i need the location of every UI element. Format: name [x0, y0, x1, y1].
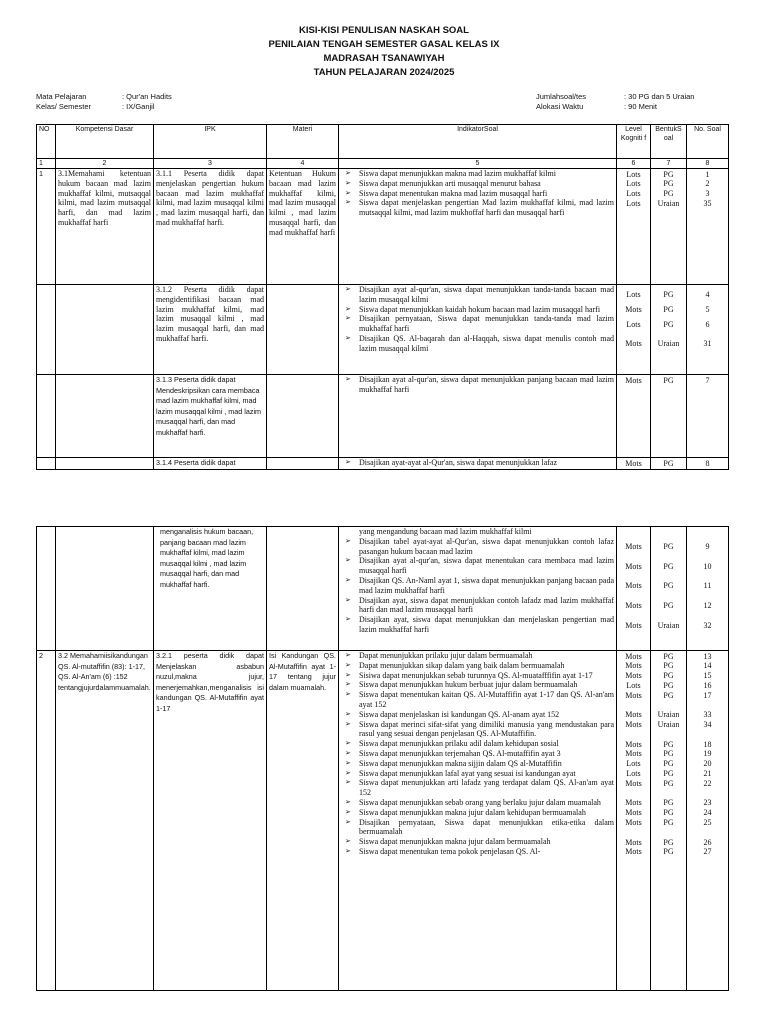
indicator-text: Siswa dapat menunjukkan makna sijjin dalam QS al-Mutaffifin — [359, 758, 562, 768]
ipk-cell: 3.2.1 peserta didik dapat Menjelaskan asbabun nuzul,makna jujur, menerjemahkan,menganalisis isi kandungan QS. Al-Mutaffifin ayat 1-17 — [154, 651, 267, 991]
title-line-2: PENILAIAN TENGAH SEMESTER GASAL KELAS IX — [268, 39, 500, 50]
arrow-bullet-icon: ➢ — [345, 556, 351, 565]
value-item: Mots — [625, 808, 642, 818]
value-item: 6 — [705, 319, 710, 329]
value-item: PG — [663, 671, 674, 681]
indicator-item — [341, 818, 614, 838]
arrow-bullet-icon: ➢ — [345, 615, 351, 624]
level-cell — [617, 375, 651, 458]
arrow-bullet-icon: ➢ — [345, 758, 351, 767]
question-count-label: Jumlahsoal/tes — [536, 92, 587, 101]
arrow-bullet-icon: ➢ — [345, 188, 351, 197]
value-item: 26 — [703, 837, 712, 847]
indicator-text: Siswa dapat menentukan tema pokok penjelasan QS. Al- — [359, 846, 541, 856]
grid-table-page-1 — [36, 124, 729, 470]
ipk-cell: 3.1.3 Peserta didik dapat Mendeskripsikan cara membaca mad lazim mukhaffaf kilmi, mad lazim musaqqal kilmi , mad lazim musaqqal harfi, dan mad mukhaffaf harfi. — [154, 375, 267, 458]
value-item: Mots — [625, 818, 642, 828]
indicator-item — [341, 375, 614, 395]
arrow-bullet-icon: ➢ — [345, 458, 351, 466]
time-value: : 90 Menit — [624, 102, 657, 111]
value-item: 5 — [705, 305, 710, 315]
col-num: 7 — [651, 159, 687, 169]
value-item: Mots — [625, 778, 642, 788]
indicator-item — [341, 314, 614, 334]
indicator-item — [341, 169, 614, 179]
value-item: 20 — [703, 759, 712, 769]
indicator-item — [341, 556, 614, 576]
indicator-text: Dapat menunjukkan prilaku jujur dalam bermuamalah — [359, 651, 533, 660]
header-ipk: IPK — [154, 125, 267, 159]
indikator-cell — [339, 375, 617, 458]
value-item: 15 — [703, 671, 712, 681]
materi-cell: Ketentuan Hukum bacaan mad lazim mukhaffaf kilmi, mad lazim musaqqal kilmi , mad lazim musaqqal harfi, dan mad mukhaffaf harfi — [267, 169, 339, 285]
value-item: 17 — [703, 690, 712, 700]
level-cell — [617, 651, 651, 991]
value-item: Mots — [625, 671, 642, 681]
indicator-item — [341, 690, 614, 710]
arrow-bullet-icon: ➢ — [345, 333, 351, 342]
indicator-item — [341, 759, 614, 769]
value-item: Mots — [625, 720, 642, 730]
value-item: Lots — [626, 189, 641, 199]
header-kd: Kompetensi Dasar — [56, 125, 154, 159]
indicator-text: Siswa dapat menjelaskan isi kandungan QS. Al-anam ayat 152 — [359, 709, 560, 719]
bentuk-cell — [651, 527, 687, 651]
indicator-item — [341, 285, 614, 305]
indicator-text: Disajikan tabel ayat-ayat al-Qur'an, siswa dapat menunjukkan contoh lafaz pasangan hukum bacaan mad lazim — [359, 536, 614, 556]
arrow-bullet-icon: ➢ — [345, 536, 351, 545]
indicator-item — [341, 189, 614, 199]
bentuk-cell — [651, 458, 687, 470]
indicator-text: Siswa dapat menunjukkan hukum berbuat jujur dalam bermuamalah — [359, 680, 578, 690]
value-item: Mots — [625, 305, 642, 315]
level-cell — [617, 458, 651, 470]
value-item: Lots — [626, 759, 641, 769]
indikator-continuation: yang mengandung bacaan mad lazim mukhaffaf kilmi — [359, 527, 532, 536]
indicator-text: Disajikan QS. An-Naml ayat 1, siswa dapat menunjukkan panjang bacaan pada mad lazim mukhaffaf harfi — [359, 575, 614, 595]
value-item: PG — [663, 179, 674, 189]
value-item: PG — [663, 581, 674, 591]
indicator-text: Siswa dapat menentukan makna mad lazim musaqqal harfi — [359, 188, 548, 198]
value-item: Mots — [625, 837, 642, 847]
indicator-item — [341, 179, 614, 189]
value-item: PG — [663, 290, 674, 300]
class-value: : IX/Ganjil — [122, 102, 155, 111]
value-item: 23 — [703, 798, 712, 808]
arrow-bullet-icon: ➢ — [345, 314, 351, 323]
value-item: 3 — [705, 189, 710, 199]
value-item: Mots — [625, 690, 642, 700]
indicator-text: Siswa dapat menunjukkan makna jujur dalam bermuamalah — [359, 837, 551, 847]
value-item: Mots — [625, 749, 642, 759]
header-no: NO — [37, 125, 56, 159]
arrow-bullet-icon: ➢ — [345, 748, 351, 757]
value-item: Uraian — [657, 720, 680, 730]
arrow-bullet-icon: ➢ — [345, 285, 351, 293]
arrow-bullet-icon: ➢ — [345, 837, 351, 846]
arrow-bullet-icon: ➢ — [345, 575, 351, 584]
indicator-item — [341, 808, 614, 818]
header-level: Level Kogniti f — [617, 125, 651, 159]
value-item: Lots — [626, 769, 641, 779]
value-item: 4 — [705, 290, 710, 300]
ipk-cell: 3.1.1 Peserta didik dapat menjelaskan pengertian hukum bacaan mad lazim mukhaffaf kilmi, mad lazim musaqqal kilmi , mad lazim musaqqal harfi, dan mad mukhaffaf harfi. — [154, 169, 267, 285]
arrow-bullet-icon: ➢ — [345, 807, 351, 816]
nomor-cell — [687, 458, 729, 470]
value-item: 8 — [705, 458, 710, 468]
value-item: PG — [663, 749, 674, 759]
value-item: PG — [663, 542, 674, 552]
col-num: 1 — [37, 159, 56, 169]
value-item: Lots — [626, 179, 641, 189]
value-item: 21 — [703, 769, 712, 779]
bentuk-cell — [651, 651, 687, 991]
value-item: Lots — [626, 169, 641, 179]
indicator-item — [341, 778, 614, 798]
arrow-bullet-icon: ➢ — [345, 595, 351, 604]
class-label: Kelas/ Semester — [36, 102, 92, 111]
arrow-bullet-icon: ➢ — [345, 651, 351, 659]
bentuk-cell — [651, 285, 687, 375]
ipk-cell: 3.1.4 Peserta didik dapat — [154, 458, 267, 470]
arrow-bullet-icon: ➢ — [345, 797, 351, 806]
value-item: PG — [663, 169, 674, 179]
value-item: Mots — [625, 458, 642, 468]
ipk-cell: 3.1.2 Peserta didik dapat mengidentifikasi bacaan mad lazim mukhaffaf kilmi, mad lazim musaqqal kilmi , mad lazim musaqqal harfi, dan mad mukhaffaf harfi. — [154, 285, 267, 375]
column-number-row — [37, 159, 729, 169]
header-bentuk: BentukS oal — [651, 125, 687, 159]
table-row — [37, 375, 729, 458]
row-no: 2 — [37, 651, 56, 991]
arrow-bullet-icon: ➢ — [345, 739, 351, 748]
table-row — [37, 169, 729, 285]
value-item: 34 — [703, 720, 712, 730]
arrow-bullet-icon: ➢ — [345, 375, 351, 383]
indicator-text: Siswa dapat menunjukkan makna mad lazim mukhaffaf kilmi — [359, 169, 556, 178]
indikator-cell — [339, 458, 617, 470]
value-item: 9 — [705, 542, 710, 552]
level-cell — [617, 169, 651, 285]
indicator-text: Disajikan ayat al-qur'an, siswa dapat menunjukkan tanda-tanda bacaan mad lazim musaqqal kilmi — [359, 285, 614, 304]
indicator-item — [341, 576, 614, 596]
value-item: Mots — [625, 620, 642, 630]
indicator-text: Siswa dapat menunjukkan lafal ayat yang sesuai isi kandungan ayat — [359, 768, 576, 778]
arrow-bullet-icon: ➢ — [345, 690, 351, 699]
indicator-text: Siswa dapat menunjukkan arti musaqqal menurut bahasa — [359, 178, 541, 188]
value-item: Mots — [625, 661, 642, 671]
indicator-item — [341, 661, 614, 671]
arrow-bullet-icon: ➢ — [345, 198, 351, 207]
indicator-item — [341, 305, 614, 315]
time-label: Alokasi Waktu — [536, 102, 584, 111]
value-item: Mots — [625, 339, 642, 349]
value-item: 13 — [703, 651, 712, 661]
arrow-bullet-icon: ➢ — [345, 169, 351, 177]
value-item: Uraian — [657, 620, 680, 630]
value-item: Lots — [626, 319, 641, 329]
ipk-cell: menganalisis hukum bacaan, panjang bacaan mad lazim mukhaffaf kilmi, mad lazim musaqqal kilmi , mad lazim musaqqal harfi, dan mad mukhaffaf harfi. — [154, 527, 267, 651]
value-item: Mots — [625, 651, 642, 661]
value-item: Mots — [625, 581, 642, 591]
indicator-item — [341, 458, 614, 468]
value-item: 31 — [703, 339, 712, 349]
nomor-cell — [687, 527, 729, 651]
value-item: PG — [663, 798, 674, 808]
arrow-bullet-icon: ➢ — [345, 178, 351, 187]
indicator-item — [341, 596, 614, 616]
col-num: 6 — [617, 159, 651, 169]
value-item: 27 — [703, 847, 712, 857]
value-item: Uraian — [657, 710, 680, 720]
table-row — [37, 651, 729, 991]
header-nomor: No. Soal — [687, 125, 729, 159]
col-num: 5 — [339, 159, 617, 169]
value-item: Lots — [626, 198, 641, 208]
value-item: 19 — [703, 749, 712, 759]
indicator-item — [341, 749, 614, 759]
level-cell — [617, 527, 651, 651]
nomor-cell — [687, 169, 729, 285]
kd-cell: 3.2 Memahamiisikandungan QS. Al-mutaffifin (83): 1-17, QS. Al-An'am (6) :152 tentangjujurdalammuamalah. — [56, 651, 154, 991]
arrow-bullet-icon: ➢ — [345, 670, 351, 679]
value-item: PG — [663, 808, 674, 818]
value-item: Uraian — [657, 198, 680, 208]
col-num: 4 — [267, 159, 339, 169]
arrow-bullet-icon: ➢ — [345, 778, 351, 787]
value-item: PG — [663, 837, 674, 847]
value-item: PG — [663, 375, 674, 385]
indicator-text: Siswa dapat menjelaskan pengertian Mad lazim mukhaffaf kilmi, mad lazim mutsaqqal kilmi, mad lazim mukhoffaf harfi dan musaqqal harfi — [359, 198, 614, 218]
indicator-item — [341, 847, 614, 857]
bentuk-cell — [651, 375, 687, 458]
indicator-text: Disajikan QS. Al-baqarah dan al-Haqqah, siswa dapat menulis contoh mad lazim musaqqal kilmi — [359, 333, 614, 353]
value-item: 7 — [705, 375, 710, 385]
value-item: Lots — [626, 680, 641, 690]
value-item: Mots — [625, 600, 642, 610]
arrow-bullet-icon: ➢ — [345, 846, 351, 855]
value-item: 24 — [703, 808, 712, 818]
arrow-bullet-icon: ➢ — [345, 817, 351, 826]
value-item: PG — [663, 769, 674, 779]
value-item: 35 — [703, 198, 712, 208]
bentuk-cell — [651, 169, 687, 285]
value-item: 1 — [705, 169, 710, 179]
value-item: 25 — [703, 818, 712, 828]
document-title — [0, 24, 768, 80]
indicator-text: Disajikan ayat al-qur'an, siswa dapat menentukan cara membaca mad lazim musaqqal harfi — [359, 556, 614, 576]
header-materi: Materi — [267, 125, 339, 159]
indicator-item — [341, 720, 614, 740]
value-item: Mots — [625, 739, 642, 749]
header-row — [37, 125, 729, 159]
value-item: Uraian — [657, 339, 680, 349]
col-num: 2 — [56, 159, 154, 169]
indicator-item — [341, 798, 614, 808]
value-item: PG — [663, 680, 674, 690]
indicator-text: Siswa dapat menunjukkan kaidah hokum bacaan mad lazim musaqqal harfi — [359, 304, 601, 314]
value-item: PG — [663, 847, 674, 857]
value-item: Mots — [625, 561, 642, 571]
indicator-text: Siswa dapat menunjukkan arti lafadz yang terdapat dalam QS. Al-an'am ayat 152 — [359, 778, 614, 798]
value-item: Mots — [625, 847, 642, 857]
arrow-bullet-icon: ➢ — [345, 768, 351, 777]
col-num: 3 — [154, 159, 267, 169]
value-item: PG — [663, 458, 674, 468]
indicator-text: Siswa dapat menentukan kaitan QS. Al-Mutaffifin ayat 1-17 dan QS. Al-an'am ayat 152 — [359, 690, 614, 709]
level-cell — [617, 285, 651, 375]
indicator-text: Disajikan ayat-ayat al-Qur'an, siswa dapat menunjukkan lafaz — [359, 458, 558, 467]
value-item: 14 — [703, 661, 712, 671]
value-item: PG — [663, 690, 674, 700]
value-item: 32 — [703, 620, 712, 630]
indikator-cell — [339, 651, 617, 991]
nomor-cell — [687, 651, 729, 991]
value-item: 10 — [703, 561, 712, 571]
subject-value: : Qur'an Hadits — [122, 92, 172, 101]
value-item: Mots — [625, 542, 642, 552]
value-item: PG — [663, 561, 674, 571]
value-item: PG — [663, 600, 674, 610]
table-row — [37, 285, 729, 375]
indicator-text: Siswa dapat menunjukkan makna jujur dalam kehidupan bermuamalah — [359, 807, 586, 817]
table-row — [37, 527, 729, 651]
value-item: Mots — [625, 798, 642, 808]
indicator-item — [341, 615, 614, 635]
value-item: PG — [663, 319, 674, 329]
indicator-item — [341, 537, 614, 557]
indikator-cell — [339, 169, 617, 285]
nomor-cell — [687, 285, 729, 375]
value-item: 12 — [703, 600, 712, 610]
value-item: 33 — [703, 710, 712, 720]
arrow-bullet-icon: ➢ — [345, 660, 351, 669]
indicator-text: Disajikan pernyataan, Siswa dapat menunjukkan etika-etika dalam bermuamalah — [359, 817, 614, 837]
indicator-text: Disajikan pernyataan, Siswa dapat menunjukkan tanda-tanda mad lazim mukhaffaf harfi — [359, 314, 614, 334]
materi-cell: Isi Kandungan QS. Al-Mutaffifin ayat 1-17 tentang jujur dalam muamalah. — [267, 651, 339, 991]
indicator-item — [341, 651, 614, 661]
value-item: PG — [663, 189, 674, 199]
title-line-1: KISI-KISI PENULISAN NASKAH SOAL — [299, 25, 469, 36]
col-num: 8 — [687, 159, 729, 169]
indicator-text: Disajikan ayat al-qur'an, siswa dapat menunjukkan panjang bacaan mad lazim mukhaffaf harfi — [359, 375, 614, 394]
arrow-bullet-icon: ➢ — [345, 680, 351, 689]
kd-cell: 3.1Memahami ketentuan hukum bacaan mad lazim mukhaffaf kilmi, mutsaqqal kilmi, mad lazim mutsaqqal harfi, dan mad lazim mukhaffaf harfi — [56, 169, 154, 285]
indicator-text: Siswa dapat menunjukkan prilaku adil dalam kehidupan sosial — [359, 739, 559, 749]
indicator-text: Disajikan ayat, siswa dapat menunjukkan dan menjelaskan pengertian mad lazim mukhaffaf harfi — [359, 615, 614, 634]
value-item: Lots — [626, 290, 641, 300]
indikator-cell — [339, 527, 617, 651]
indicator-text: Siswa dapat merinci sifat-sifat yang dimiliki manusia yang mendustakan para rasul yang sesuai dengan penjelasan QS. Al-Mutaffifin. — [359, 719, 614, 739]
indicator-text: Siswa dapat menunjukkan terjemahan QS. Al-mutaffifin ayat 3 — [359, 748, 561, 758]
value-item: PG — [663, 778, 674, 788]
value-item: 11 — [703, 581, 712, 591]
title-line-3: MADRASAH TSANAWIYAH — [323, 53, 445, 64]
indicator-item — [341, 671, 614, 681]
value-item: 16 — [703, 680, 712, 690]
indicator-text: Sisiwa dapat menunjukkan sebab turunnya QS. Al-muatafffifin ayat 1-17 — [359, 670, 593, 680]
indicator-item — [341, 739, 614, 749]
arrow-bullet-icon: ➢ — [345, 304, 351, 313]
indicator-text: Dapat menunjukkan sikap dalam yang baik dalam bermuamalah — [359, 660, 565, 670]
indicator-item — [341, 710, 614, 720]
indicator-item — [341, 680, 614, 690]
indicator-text: Siswa dapat menunjukkan sebab orang yang berlaku jujur dalam muamalah — [359, 797, 601, 807]
value-item: 2 — [705, 179, 710, 189]
arrow-bullet-icon: ➢ — [345, 709, 351, 718]
value-item: PG — [663, 818, 674, 828]
value-item: 18 — [703, 739, 712, 749]
indicator-item — [341, 198, 614, 218]
indicator-text: Disajikan ayat, siswa dapat menunjukkan contoh lafadz mad lazim mukhaffaf harfi dan mad lazim musaqqal harfi — [359, 595, 614, 615]
value-item: PG — [663, 651, 674, 661]
value-item: PG — [663, 661, 674, 671]
grid-table-page-2 — [36, 526, 729, 991]
value-item: PG — [663, 305, 674, 315]
header-indikator: IndikatorSoal — [339, 125, 617, 159]
table-row — [37, 458, 729, 470]
question-count-value: : 30 PG dan 5 Uraian — [624, 92, 695, 101]
subject-label: Mata Pelajaran — [36, 92, 87, 101]
value-item: 22 — [703, 778, 712, 788]
indicator-item — [341, 837, 614, 847]
value-item: Mots — [625, 710, 642, 720]
row-no: 1 — [37, 169, 56, 285]
nomor-cell — [687, 375, 729, 458]
value-item: Mots — [625, 375, 642, 385]
arrow-bullet-icon: ➢ — [345, 719, 351, 728]
indicator-item — [341, 769, 614, 779]
value-item: PG — [663, 739, 674, 749]
title-line-4: TAHUN PELAJARAN 2024/2025 — [313, 67, 455, 78]
indicator-item — [341, 334, 614, 354]
value-item: PG — [663, 759, 674, 769]
indikator-cell — [339, 285, 617, 375]
